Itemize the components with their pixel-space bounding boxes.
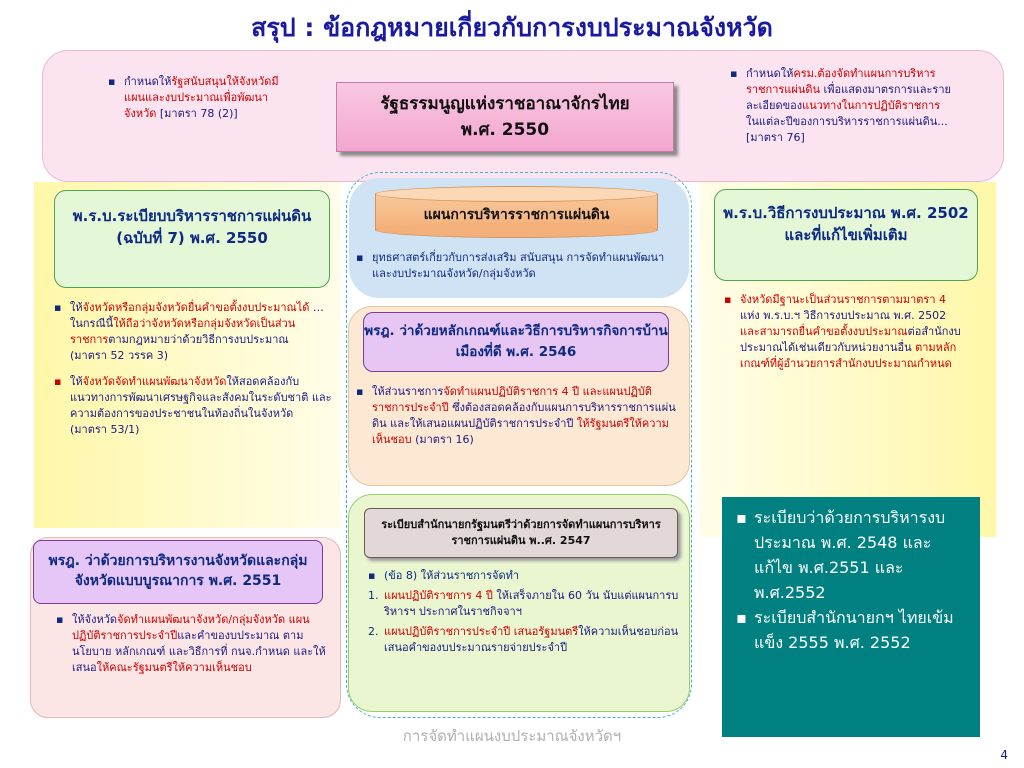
- constitution-left-note: [108, 74, 288, 122]
- left-note-a: กำหนดให้: [124, 75, 172, 88]
- pm-regulation-intro: ▪ (ข้อ 8) ให้ส่วนราชการจัดทำ: [368, 568, 678, 584]
- budget-regulations-list: [732, 505, 970, 655]
- budget-regulation-item-1: ▪ ระเบียบว่าด้วยการบริหารงบประมาณ พ.ศ. 2548 และแก้ไข พ.ศ.2551 และ พ.ศ.2552: [732, 505, 970, 605]
- right-note-d: แนวทางในการปฏิบัติราชการ: [802, 99, 941, 112]
- item1-num: 1.: [368, 589, 379, 602]
- left-act-bullets: [54, 300, 332, 438]
- pm-regulation-item-2: [368, 624, 680, 656]
- good-governance-decree-box: พรฎ. ว่าด้วยหลักเกณฑ์และวิธีการบริหารกิจการบ้านเมืองที่ดี พ.ศ. 2546: [363, 312, 669, 372]
- bottom-left-bullet: [56, 612, 336, 676]
- center-peach-bullet: [356, 384, 682, 448]
- constitution-left-bullet: [108, 74, 288, 122]
- left-act-bullet-1: [54, 300, 332, 364]
- rb-e: ตามหลักเกณฑ์ที่ผู้อำนวยการสำนักงบประมาณกำหนด: [740, 341, 957, 370]
- bl-c: และคำของบประมาณ ตามนโยบาย หลักเกณฑ์ และวิธีการที่ กนจ.กำหนด และให้เสนอ: [72, 629, 326, 674]
- budget-act-bullets: [724, 292, 964, 372]
- l2-d: (มาตรา 53/1): [70, 423, 140, 436]
- item2-num: 2.: [368, 625, 379, 638]
- budget-regulation-item-2: ▪ ระเบียบสำนักนายกฯ ไทยเข้มแข็ง 2555 พ.ศ. 2552: [732, 605, 970, 655]
- constitution-line2: พ.ศ. 2550: [460, 120, 550, 140]
- pm-regulation-items: [368, 588, 680, 656]
- pm-regulation-item-1: [368, 588, 680, 620]
- bottom-left-bullets: [56, 612, 336, 676]
- left-note-d: [มาตรา 78 (2)]: [156, 107, 238, 120]
- center-blue-bullet: ▪ ยุทธศาสตร์เกี่ยวกับการส่งเสริม สนับสนุน การจัดทำแผนพัฒนาและงบประมาณจังหวัด/กลุ่มจังหวัด: [356, 250, 682, 282]
- l2-c: ให้สอดคล้องกับแนวทางการพัฒนาเศรษฐกิจและสังคมในระดับชาติ และความต้องการของประชาชนในท้องถิ่นในจังหวัด: [70, 375, 332, 420]
- center-blue-bullets: [356, 250, 682, 282]
- constitution-line1: รัฐธรรมนูญแห่งราชอาณาจักรไทย: [380, 94, 630, 114]
- constitution-right-note: [730, 66, 952, 146]
- pb-c: และแผนปฏิบัติราชการประจำปี: [372, 385, 652, 414]
- pb-e: ให้รัฐมนตรีให้ความเห็นชอบ: [372, 417, 669, 446]
- pb-d: ซึ่งต้องสอดคล้องกับแผนการบริหารราชการแผ่นดิน และให้เสนอแผนปฏิบัติราชการประจำปี: [372, 401, 676, 430]
- pb-f: (มาตรา 16): [411, 433, 474, 446]
- bottom-left-decree-box: พรฎ. ว่าด้วยการบริหารงานจังหวัดและกลุ่มจังหวัดแบบบูรณาการ พ.ศ. 2551: [33, 540, 323, 604]
- budget-act-bullet: [724, 292, 964, 372]
- constitution-box: [336, 82, 674, 152]
- rb-c: และสามารถยื่นคำขอตั้งงบประมาณ: [740, 325, 908, 338]
- constitution-right-bullet: [730, 66, 952, 146]
- pb-a: ให้ส่วนราชการ: [372, 385, 444, 398]
- slide-title: สรุป : ข้อกฎหมายเกี่ยวกับการงบประมาณจังหวัด: [251, 13, 773, 42]
- pm-regulation-intro-list: [368, 568, 678, 584]
- l1-e: ตามกฎหมายว่าด้วยวิธีการงบประมาณ: [108, 333, 289, 346]
- left-act-box: พ.ร.บ.ระเบียบบริหารราชการแผ่นดิน (ฉบับที่ 7) พ.ศ. 2550: [54, 190, 330, 288]
- item2-b: ให้ความเห็นชอบก่อนเสนอคำของบประมาณรายจ่ายประจำปี: [384, 625, 679, 654]
- budget-regulations-box: [722, 497, 980, 737]
- slide-footer: การจัดทำแผนงบประมาณจังหวัดฯ: [402, 727, 622, 745]
- pb-b: จัดทำแผนปฏิบัติราชการ 4 ปี: [443, 385, 580, 398]
- right-note-c: เพื่อแสดงมาตรการและรายละเอียดของ: [746, 83, 951, 112]
- l1-b: จังหวัดหรือกลุ่มจังหวัดยื่นคำขอตั้งงบประมาณได้: [82, 301, 310, 314]
- admin-plan-label: แผนการบริหารราชการแผ่นดิน: [423, 207, 610, 223]
- rb-d: ต่อสำนักงบประมาณได้เช่นเดียวกับหน่วยงานอื่น: [740, 325, 961, 354]
- item2-a: แผนปฏิบัติราชการประจำปี เสนอรัฐมนตรี: [384, 625, 579, 638]
- bl-b: จัดทำแผนพัฒนาจังหวัด/กลุ่มจังหวัด แผนปฏิบัติราชการประจำปี: [72, 613, 310, 642]
- page-number: 4: [1000, 748, 1008, 762]
- left-act-bullet-2: [54, 374, 332, 438]
- bl-a: ให้จังหวัด: [72, 613, 118, 626]
- rb-a: จังหวัดมีฐานะเป็นส่วนราชการตามมาตรา 4: [740, 293, 947, 306]
- budget-act-box: พ.ร.บ.วิธีการงบประมาณ พ.ศ. 2502 และที่แก้ไขเพิ่มเติม: [714, 189, 978, 281]
- item1-b: ให้เสร็จภายใน 60 วัน นับแต่แผนการบริหารฯ ประกาศในราชกิจจาฯ: [384, 589, 679, 618]
- item1-a: แผนปฏิบัติราชการ 4 ปี: [384, 589, 493, 602]
- admin-plan-cylinder: [375, 186, 658, 238]
- right-note-a: กำหนดให้: [746, 67, 794, 80]
- rb-b: แห่ง พ.ร.บ.ฯ วิธีการงบประมาณ พ.ศ. 2502: [740, 309, 947, 322]
- right-note-b: ครม.ต้องจัดทำแผนการบริหารราชการแผ่นดิน: [746, 67, 936, 96]
- left-note-c: เพื่อพัฒนาจังหวัด: [124, 91, 269, 120]
- pm-regulation-box: ระเบียบสำนักนายกรัฐมนตรีว่าด้วยการจัดทำแผนการบริหารราชการแผ่นดิน พ..ศ. 2547: [364, 508, 678, 558]
- bl-d: ให้คณะรัฐมนตรีให้ความเห็นชอบ: [96, 661, 252, 674]
- l1-c: … ในกรณีนี้: [70, 301, 324, 330]
- l1-d: ให้ถือว่าจังหวัดหรือกลุ่มจังหวัดเป็นส่วนราชการ: [70, 317, 296, 346]
- right-note-e: ในแต่ละปีของการบริหารราชการแผ่นดิน... [มาตรา 76]: [746, 115, 948, 144]
- center-peach-bullets: [356, 384, 682, 448]
- l2-b: จังหวัดจัดทำแผนพัฒนาจังหวัด: [82, 375, 227, 388]
- l1-a: ให้: [70, 301, 83, 314]
- l1-f: (มาตรา 52 วรรค 3): [70, 349, 169, 362]
- l2-a: ให้: [70, 375, 83, 388]
- left-note-b: รัฐสนับสนุนให้จังหวัดมีแผนและงบประมาณ: [124, 75, 279, 104]
